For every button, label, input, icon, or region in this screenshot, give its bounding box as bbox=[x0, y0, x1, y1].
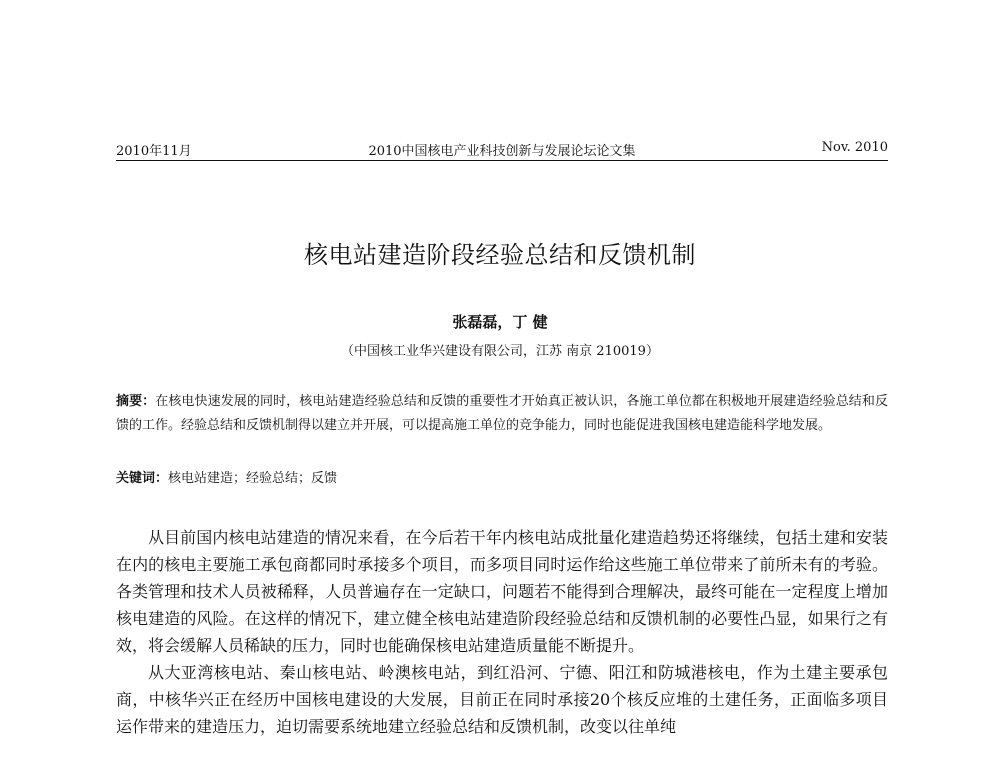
paper-affiliation: （中国核工业华兴建设有限公司，江苏 南京 210019） bbox=[341, 344, 659, 359]
body-text bbox=[116, 524, 888, 740]
running-header bbox=[116, 136, 888, 161]
paper-title: 核电站建造阶段经验总结和反馈机制 bbox=[304, 241, 696, 269]
body-paragraph: 从大亚湾核电站、秦山核电站、岭澳核电站，到红沿河、宁德、阳江和防城港核电，作为土建主要承包商，中核华兴正在经历中国核电建设的大发展，目前正在同时承接20个核反应堆的土建任务，正面临多项目运作带来的建造压力，迫切需要系统地建立经验总结和反馈机制，改变以往单纯 bbox=[116, 663, 888, 736]
abstract bbox=[116, 390, 888, 438]
abstract-text: 在核电快速发展的同时，核电站建造经验总结和反馈的重要性才开始真正被认识，各施工单位都在积极地开展建造经验总结和反馈的工作。经验总结和反馈机制得以建立并开展，可以提高施工单位的竞争能力，同时也能促进我国核电建造能科学地发展。 bbox=[116, 394, 888, 433]
abstract-label: 摘要： bbox=[116, 394, 156, 409]
keywords-label: 关键词： bbox=[116, 471, 169, 486]
header-date-en: Nov. 2010 bbox=[821, 140, 888, 155]
header-journal-title: 2010中国核电产业科技创新与发展论坛论文集 bbox=[368, 144, 636, 159]
body-paragraph: 从目前国内核电站建造的情况来看，在今后若干年内核电站成批量化建造趋势还将继续，包括土建和安装在内的核电主要施工承包商都同时承接多个项目，而多项目同时运作给这些施工单位带来了前所未有的考验。各类管理和技术人员被稀释，人员普遍存在一定缺口，问题若不能得到合理解决，最终可能在一定程度上增加核电建造的风险。在这样的情况下，建立健全核电站建造阶段经验总结和反馈机制的必要性凸显，如果行之有效，将会缓解人员稀缺的压力，同时也能确保核电站建造质量能不断提升。 bbox=[116, 528, 888, 655]
keywords-text: 核电站建造；经验总结；反馈 bbox=[168, 471, 338, 486]
header-date-cn: 2010年11月 bbox=[116, 144, 192, 159]
keywords bbox=[116, 469, 888, 489]
paper-authors: 张磊磊，丁 健 bbox=[452, 313, 548, 331]
